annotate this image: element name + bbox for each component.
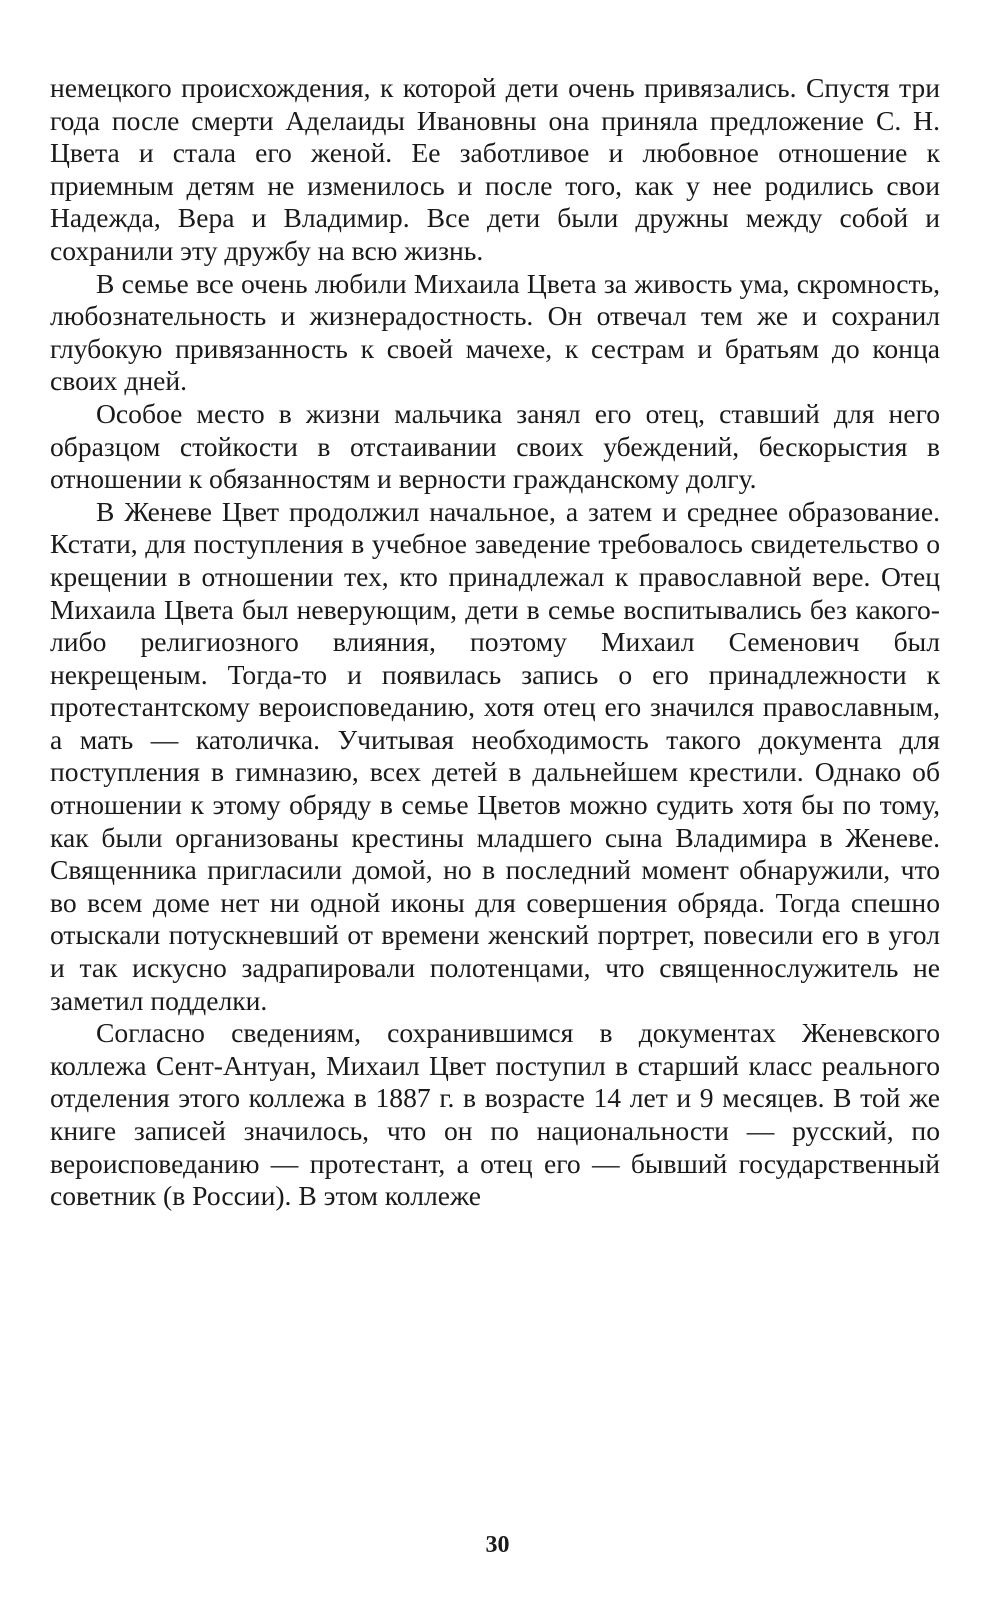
paragraph-3: Особое место в жизни мальчика занял его отец, ставший для него образцом стойкости в отстаивании своих убеждений, бескорыстия в отношении к обязанностям и верности гражданскому долгу. xyxy=(50,397,940,495)
paragraph-5: Согласно сведениям, сохранившимся в документах Женевского коллежа Сент-Антуан, Михаил Цвет поступил в старший класс реального отделения этого коллежа в 1887 г. в возрасте 14 лет и 9 месяцев. В той же книге записей значилось, что он по национальности — русский, по вероисповеданию — протестант, а отец его — бывший государственный советник (в России). В этом коллеже xyxy=(50,1017,940,1212)
paragraph-4: В Женеве Цвет продолжил начальное, а затем и среднее образование. Кстати, для поступления в учебное заведение требовалось свидетельство о крещении в отношении тех, кто принадлежал к православной вере. Отец Михаила Цвета был неверующим, дети в семье воспитывались без какого-либо религиозного влияния, поэтому Михаил Семенович был некрещеным. Тогда-то и появилась запись о его принадлежности к протестантскому вероисповеданию, хотя отец его значился православным, а мать — католичка. Учитывая необходимость такого документа для поступления в гимназию, всех детей в дальнейшем крестили. Однако об отношении к этому обряду в семье Цветов можно судить хотя бы по тому, как были организованы крестины младшего сына Владимира в Женеве. Священника пригласили домой, но в последний момент обнаружили, что во всем доме нет ни одной иконы для совершения обряда. Тогда спешно отыскали потускневший от времени женский портрет, повесили его в угол и так искусно задрапировали полотенцами, что священнослужитель не заметил подделки. xyxy=(50,495,940,1016)
page-number: 30 xyxy=(485,1532,510,1558)
paragraph-2: В семье все очень любили Михаила Цвета за живость ума, скромность, любознательность и жизнерадостность. Он отвечал тем же и сохранил глубокую привязанность к своей мачехе, к сестрам и братьям до конца своих дней. xyxy=(50,267,940,397)
body-text xyxy=(50,72,940,1213)
paragraph-1: немецкого происхождения, к которой дети очень привязались. Спустя три года после смерти Аделаиды Ивановны она приняла предложение С. Н. Цвета и стала его женой. Ее заботливое и любовное отношение к приемным детям не изменилось и после того, как у нее родились свои Надежда, Вера и Владимир. Все дети были дружны между собой и сохранили эту дружбу на всю жизнь. xyxy=(50,72,940,266)
